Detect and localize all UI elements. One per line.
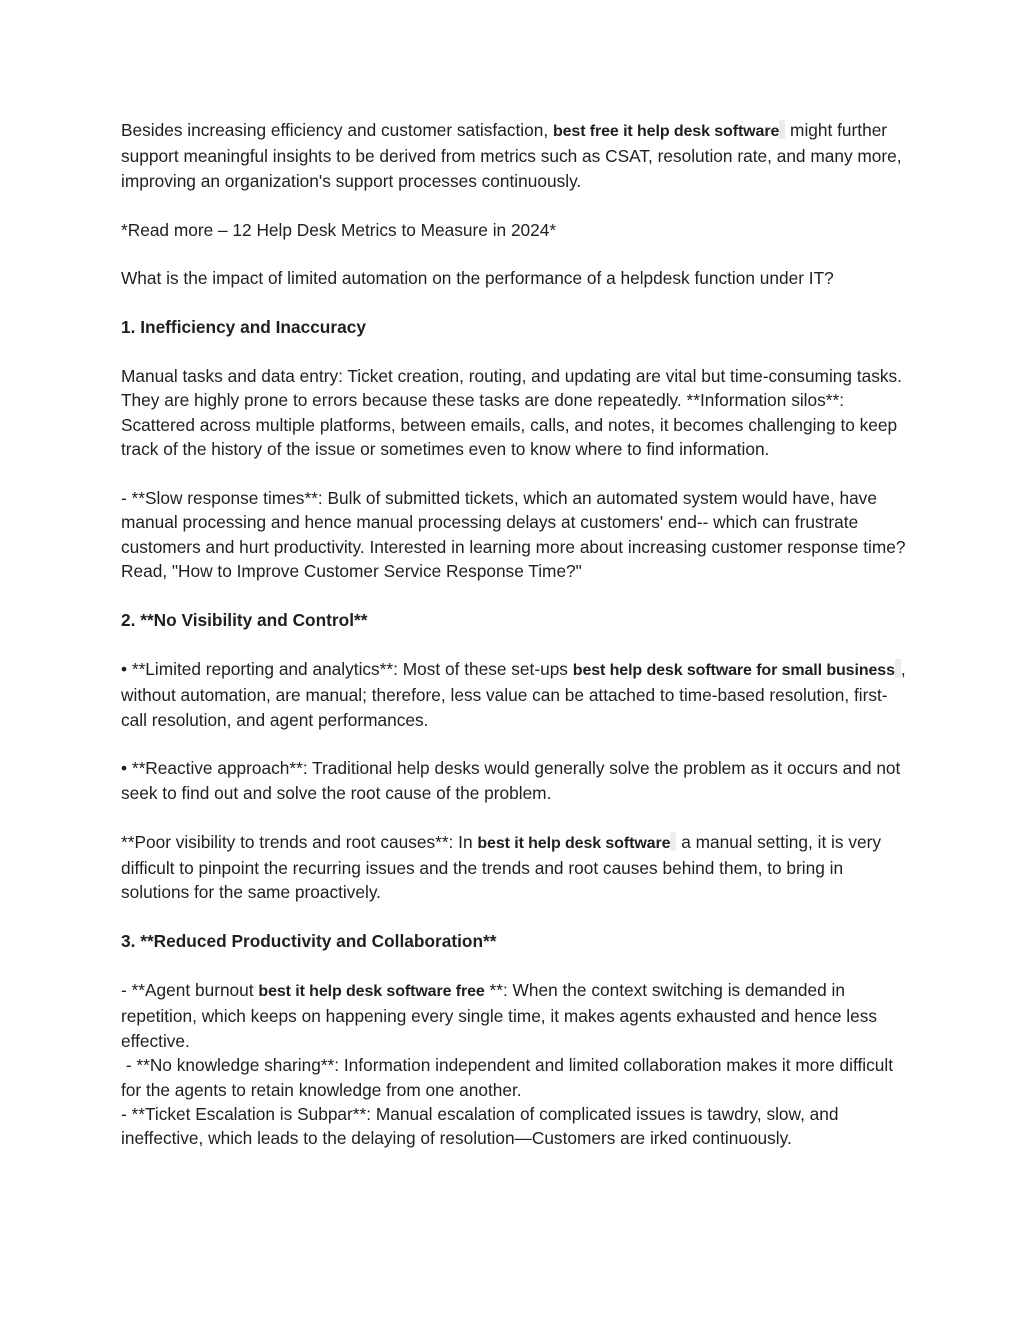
keyword-link: best help desk software for small business: [572, 661, 895, 679]
paragraph-slow-response: - **Slow response times**: Bulk of submitted tickets, which an automated system would have, have manual processing and hence manual processing delays at customers' end-- which can frustrate customers and hurt productivity. Interested in learning more about increasing customer response time? Read, "How to Improve Customer Service Response Time?": [121, 488, 906, 582]
paragraph-agent-burnout: [121, 978, 911, 1053]
section-heading-1: 1. Inefficiency and Inaccuracy: [121, 317, 366, 338]
text-run: Besides increasing efficiency and customer satisfaction,: [121, 120, 553, 140]
paragraph-ticket-escalation: - **Ticket Escalation is Subpar**: Manual escalation of complicated issues is tawdry, slow, and ineffective, which leads to the delaying of resolution—Customers are irked continuously.: [121, 1104, 839, 1149]
text-run: **: When the context switching is demanded in repetition, which keeps on happening every single time, it makes agents exhausted and hence less effective.: [121, 980, 878, 1051]
text-run: , without automation, are manual; therefore, less value can be attached to time-based resolution, first-call resolution, and agent performances.: [121, 658, 906, 730]
keyword-link: best it help desk software: [477, 834, 671, 852]
text-run: • **Limited reporting and analytics**: Most of these set-ups: [121, 658, 573, 679]
keyword-link: best it help desk software free: [258, 983, 485, 1001]
paragraph-intro: [121, 118, 911, 193]
paragraph-limited-reporting: [121, 657, 911, 732]
text-run: a manual setting, it is very difficult to pinpoint the recurring issues and the trends and root causes behind them, to bring in solutions for the same proactively.: [121, 831, 881, 903]
keyword-link: best free it help desk software: [552, 123, 780, 140]
paragraph-reactive-approach: • **Reactive approach**: Traditional help desks would generally solve the problem as it occurs and not seek to find out and solve the root cause of the problem.: [121, 758, 901, 803]
paragraph-read-more: *Read more – 12 Help Desk Metrics to Measure in 2024*: [121, 219, 557, 240]
document-body: [121, 118, 911, 1151]
text-run: **Poor visibility to trends and root causes**: In: [121, 831, 478, 852]
paragraph-knowledge-sharing: - **No knowledge sharing**: Information independent and limited collaboration makes it more difficult for the agents to retain knowledge from one another.: [121, 1055, 898, 1100]
section-heading-2: 2. **No Visibility and Control**: [121, 610, 368, 631]
paragraph-manual-tasks: Manual tasks and data entry: Ticket creation, routing, and updating are vital but time-consuming tasks. They are highly prone to errors because these tasks are done repeatedly. **Information silos**: Scattered across multiple platforms, between emails, calls, and notes, it becomes challenging to keep track of the history of the issue or sometimes even to know where to find information.: [121, 366, 902, 460]
text-run: - **Agent burnout: [121, 980, 259, 1001]
paragraph-poor-visibility: [121, 830, 911, 905]
paragraph-question: What is the impact of limited automation on the performance of a helpdesk function under IT?: [121, 268, 834, 289]
section-heading-3: 3. **Reduced Productivity and Collaboration**: [121, 931, 497, 952]
text-run: might further support meaningful insights to be derived from metrics such as CSAT, resolution rate, and many more, improving an organization's support processes continuously.: [121, 120, 902, 191]
